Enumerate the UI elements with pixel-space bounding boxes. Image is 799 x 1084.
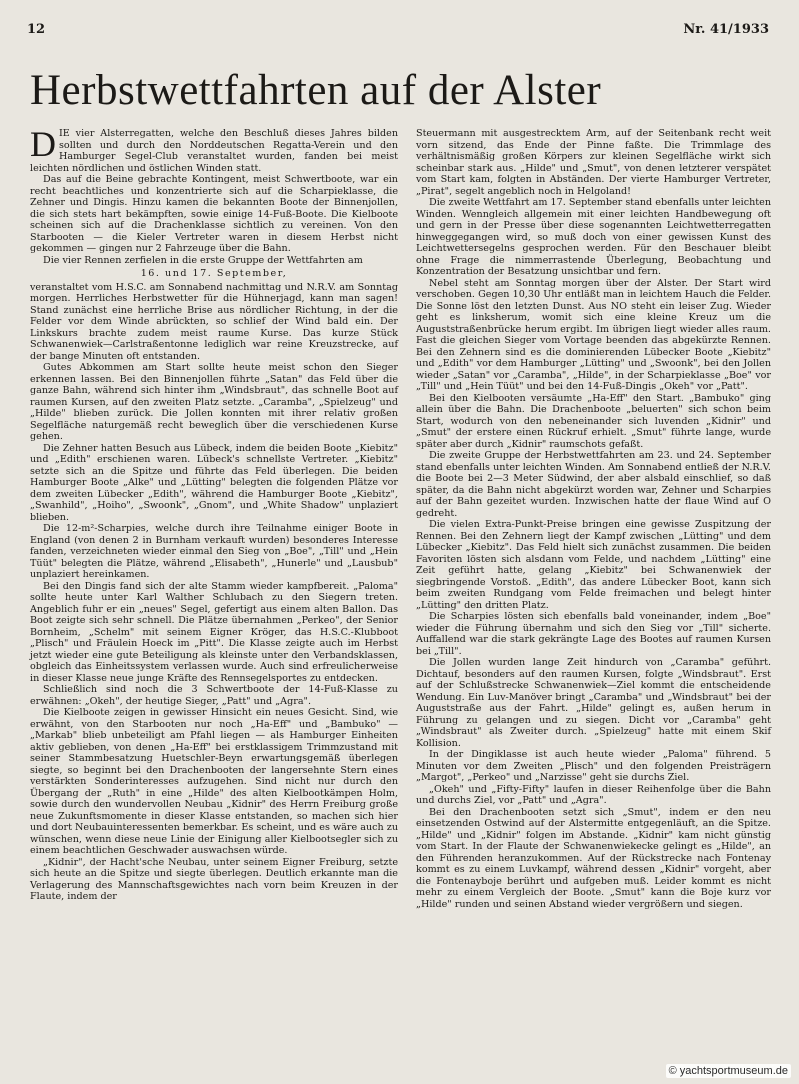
paragraph: Die 12-m²-Scharpies, welche durch ihre Teilnahme einiger Boote in England (von denen 2 in Burnham verkauft wurden) besonderes Interesse fanden, verzeichneten wieder einmal den Sieg von „Boe", „Till" und „Hein Tüüt" belegten die Plätze, während „Elisabeth", „Hunerle" und „Lausbub" unplaziert hereinkamen. (30, 523, 398, 580)
drop-cap: D (30, 124, 56, 164)
paragraph: Die Zehner hatten Besuch aus Lübeck, indem die beiden Boote „Kiebitz" und „Edith" erschienen waren. Lübeck's schnellste Vertreter. „Kiebitz" setzte sich an die Spitze und führte das Feld überlegen. Die beiden Hamburger Boote „Alke" und „Lütting" belegten die folgenden Plätze vor dem zweiten Lübecker „Edith", während die Hamburger Boote „Kiebitz", „Swanhild", „Hoiho", „Swoonk", „Gnom", und „White Shadow" unplaziert blieben. (30, 442, 398, 523)
paragraph: Die Scharpies lösten sich ebenfalls bald voneinander, indem „Boe" wieder die Führung übernahm und sich den Sieg vor „Till" sicherte. Auffallend war die stark gekrängte Lage des Bootes auf raumen Kursen bei „Till". (416, 611, 771, 657)
paragraph: In der Dingiklasse ist auch heute wieder „Paloma" führend. 5 Minuten vor dem Zweiten „Plisch" und den folgenden Preisträgern „Margot", „Perkeo" und „Narzisse" geht sie durchs Ziel. (416, 749, 771, 783)
paragraph: Die vier Rennen zerfielen in die erste Gruppe der Wettfahrten am (43, 254, 363, 266)
paragraph: Gutes Abkommen am Start sollte heute meist schon den Sieger erkennen lassen. Bei den Binnenjollen führte „Satan" das Feld über die ganze Bahn, während sich hinter ihm „Windsbraut", das schnelle Boot auf raumen Kursen, auf den zweiten Platz setzte. „Caramba", „Spielzeug" und „Hilde" blieben zurück. Die Jollen konnten mit ihrer relativ großen Segelfläche naturgemäß recht beweglich über die verschiedenen Kurse gehen. (30, 362, 398, 442)
right-column (416, 128, 771, 910)
page-number: 12 (27, 22, 46, 37)
paragraph: veranstaltet vom H.S.C. am Sonnabend nachmittag und N.R.V. am Sonntag morgen. Herrliches Herbstwetter für die Hühnerjagd, kann man sagen! Stand zunächst eine herrliche Brise aus nördlicher Richtung, in der die Felder vor dem Winde abrückten, so schlief der Wind bald ein. Der Linkskurs brachte zudem meist raume Kurse. Das kurze Stück Schwanenwiek—Carlstraßentonne lediglich war reine Kreuzstrecke, auf der bange Minuten oft entstanden. (30, 281, 398, 362)
paragraph: Schließlich sind noch die 3 Schwertboote der 14-Fuß-Klasse zu erwähnen: „Okeh", der heutige Sieger, „Patt" und „Agra". (30, 684, 398, 707)
article-title: Herbstwettfahrten auf der Alster (30, 67, 602, 114)
watermark: © yachtsportmuseum.de (666, 1064, 791, 1078)
issue-number: Nr. 41/1933 (683, 22, 769, 37)
paragraph: „Kidnir", der Hacht'sche Neubau, unter seinem Eigner Freiburg, setzte sich heute an die Spitze und siegte überlegen. Deutlich erkannte man die Verlagerung des Mannschaftsgewichtes nach vorn beim Kreuzen in der Flaute, indem der (30, 856, 398, 902)
paragraph: Die zweite Wettfahrt am 17. September stand ebenfalls unter leichten Winden. Wenngleich allgemein mit einer leichten Handbewegung oft und gern in der Presse über diese sogenannten Leichtwetterregatten hinweggegangen wird, so muß doch von einer gewissen Kunst des Leichtwettersegelns gesprochen werden. Für den Beschauer bleibt ohne Frage die nimmerrastende Überlegung, Beobachtung und Konzentration der Besatzung unsichtbar und fern. (416, 197, 771, 277)
paragraph: Das auf die Beine gebrachte Kontingent, meist Schwertboote, war ein recht beachtliches und konzentrierte sich auf die Scharpieklasse, die Zehner und Dingis. Hinzu kamen die bekannten Boote der Binnenjollen, die sich stets hart bekämpften, sowie einige 14-Fuß-Boote. Die Kielboote scheinen sich auf die Drachenklasse sichtlich zu vereinen. Von den Starbooten — die Kieler Vertreter waren in diesem Herbst nicht gekommen — gingen nur 2 Fahrzeuge über die Bahn. (30, 174, 398, 254)
left-column (30, 124, 398, 903)
paragraph: Die Jollen wurden lange Zeit hindurch von „Caramba" geführt. Dichtauf, besonders auf den raumen Kursen, folgte „Windsbraut". Erst auf der Schlußstrecke Schwanenwiek—Ziel kommt die entscheidende Wendung. Ein Luv-Manöver bringt „Caramba" und „Windsbraut" bei der Auguststraße aus der Fahrt. „Hilde" gelingt es, außen herum in Führung zu gelangen und zu siegen. Dicht vor „Caramba" geht „Windsbraut" als Zweiter durch. „Spielzeug" hatte mit einem Skif Kollision. (416, 657, 771, 749)
paragraph: Bei den Drachenbooten setzt sich „Smut", indem er den neu einsetzenden Ostwind auf der Alstermitte entgegenläuft, an die Spitze. „Hilde" und „Kidnir" folgen im Abstande. „Kidnir" kam nicht günstig vom Start. In der Flaute der Schwanenwiekecke gelingt es „Hilde", an den Führenden heranzukommen. Auf der Rückstrecke nach Fontenay kommt es zu einem Luvkampf, während dessen „Kidnir" vorgeht, aber die Fontenayboje berührt und aufgeben muß. Leider kommt es nicht mehr zu einem Vergleich der Boote. „Smut" kann die Boje kurz vor „Hilde" runden und seinen Abstand wieder vergrößern und siegen. (416, 806, 771, 910)
paragraph: Bei den Kielbooten versäumte „Ha-Eff" den Start. „Bambuko" ging allein über die Bahn. Die Drachenboote „beluerten" sich schon beim Start, wodurch von den nebeneinander sich luvenden „Kidnir" und „Smut" der erstere einen Rückruf erhielt. „Smut" führte lange, wurde später aber durch „Kidnir" raumschots gefaßt. (416, 392, 771, 450)
paragraph: Die zweite Gruppe der Herbstwettfahrten am 23. und 24. September stand ebenfalls unter leichten Winden. Am Sonnabend entließ der N.R.V. die Boote bei 2—3 Meter Südwind, der aber alsbald einschlief, so daß später, da die Bahn nicht abgekürzt worden war, Zehner und Scharpies auf der Bahn gezeitet wurden. Inzwischen hatte der flaue Wind auf O gedreht. (416, 450, 771, 519)
paragraph: Die Kielboote zeigen in gewisser Hinsicht ein neues Gesicht. Sind, wie erwähnt, von den Starbooten nur noch „Ha-Eff" und „Bambuko" — „Markab" blieb unbeteiligt am Pfahl liegen — als Hamburger Einheiten aktiv geblieben, von denen „Ha-Eff" bei erstklassigem Trimmzustand mit seiner Stammbesatzung Huetschler-Beyn erwartungsgemäß überlegen siegte, so beginnt bei den Drachenbooten der langersehnte Stern eines verstärkten Sonderinteresses aufzugehen. Sind nicht nur durch den Übergang der „Ruth" in eine „Hilde" des alten Kielbootkämpen Holm, sowie durch den wundervollen Neubau „Kidnir" des Herrn Freiburg große neue Zukunftsmomente in dieser Klasse entstanden, so machen sich hier und dort Neubauinteressenten bemerkbar. Es scheint, und es wäre auch zu wünschen, wenn diese neue Linie der Einigung aller Kielbootsegler sich zu einem beachtlichen Geschwader auswachsen würde. (30, 707, 398, 856)
paragraph: Steuermann mit ausgestrecktem Arm, auf der Seitenbank recht weit vorn sitzend, das Ende der Pinne faßte. Die Trimmlage des verhältnismäßig großen Körpers zur kleinen Segelfläche wirkt sich scheinbar stark aus. „Hilde" und „Smut", von denen letzterer verspätet vom Start kam, folgten in Abständen. Der vierte Hamburger Vertreter, „Pirat", segelt angeblich noch in Helgoland! (416, 128, 771, 197)
paragraph: Bei den Dingis fand sich der alte Stamm wieder kampfbereit. „Paloma" sollte heute unter Karl Walther Schlubach zu den Siegern treten. Angeblich fuhr er ein „neues" Segel, gefertigt aus einem alten Ballon. Das Boot zeigte sich sehr schnell. Die Plätze übernahmen „Perkeo", der Senior Bornheim, „Schelm" mit seinem Eigner Kröger, das H.S.C.-Klubboot „Plisch" und Fräulein Hoeck im „Pitt". Die Klasse zeigte auch im Herbst jetzt wieder eine gute Beteiligung als kleinste unter den Verbandsklassen, obgleich das Einheitssystem verlassen wurde. Auch sind erfreulicherweise in dieser Klasse neue junge Kräfte des Rennsegelsportes zu entdecken. (30, 580, 398, 684)
paragraph: Die vielen Extra-Punkt-Preise bringen eine gewisse Zuspitzung der Rennen. Bei den Zehnern liegt der Kampf zwischen „Lütting" und dem Lübecker „Kiebitz". Das Feld hielt sich zunächst zusammen. Die beiden Favoriten lösten sich alsdann vom Felde, und nachdem „Lütting" eine Zeit geführt hatte, gelang „Kiebitz" bei Schwanenwiek der siegbringende Vorstoß. „Edith", das andere Lübecker Boot, kann sich beim zweiten Rundgang vom Felde freimachen und belegt hinter „Lütting" den dritten Platz. (416, 519, 771, 611)
paragraph: „Okeh" und „Fifty-Fifty" laufen in dieser Reihenfolge über die Bahn und durchs Ziel, vor „Patt" und „Agra". (416, 783, 771, 806)
paragraph (30, 124, 398, 174)
paragraph: Nebel steht am Sonntag morgen über der Alster. Der Start wird verschoben. Gegen 10,30 Uhr entläßt man in leichtem Hauch die Felder. Die Sonne löst den letzten Dunst. Aus NO steht ein leiser Zug. Wieder geht es linksherum, womit sich eine kleine Kreuz um die Auguststraßenbrücke herum ergibt. Im übrigen liegt wieder alles raum. Fast die gleichen Sieger vom Vortage beenden das abgekürzte Rennen. Bei den Zehnern sind es die dominierenden Lübecker Boote „Kiebitz" und „Edith" vor dem Hamburger „Lütting" und „Swoonk", bei den Jollen wieder „Satan" vor „Caramba", „Hilde", in der Scharpieklasse „Boe" vor „Till" und „Hein Tüüt" und bei den 14-Fuß-Dingis „Okeh" vor „Patt". (416, 277, 771, 392)
paragraph-text: IE vier Alsterregatten, welche den Beschluß dieses Jahres bilden sollten und durch den Norddeutschen Regatta-Verein und den Hamburger Segel-Club veranstaltet wurden, fanden bei meist leichten nördlichen und östlichen Winden statt. (30, 128, 398, 174)
date-heading: 16. und 17. September, (140, 268, 288, 279)
